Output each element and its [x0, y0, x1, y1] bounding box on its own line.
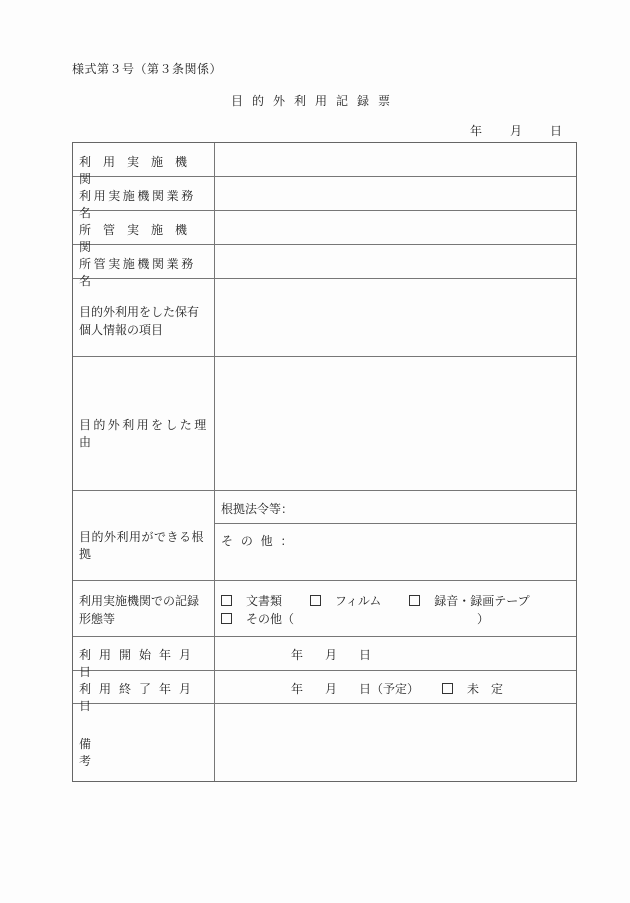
checkbox-icon[interactable]	[310, 595, 321, 606]
option-film[interactable]: フィルム	[310, 594, 382, 608]
label-legal-basis: 目的外利用ができる根拠	[79, 530, 205, 561]
row-divider	[73, 356, 576, 357]
undecided-option[interactable]: 未 定	[442, 680, 503, 697]
month-label: 月	[510, 124, 523, 138]
law-basis-field[interactable]: 根拠法令等：	[221, 502, 294, 516]
option-other[interactable]: その他（	[221, 610, 294, 627]
label-remarks: 備考	[79, 737, 204, 768]
other-close-paren: ）	[477, 612, 490, 626]
column-divider	[214, 143, 215, 781]
other-basis-field[interactable]: そ の 他 ：	[221, 534, 295, 548]
year-label: 年	[470, 124, 483, 138]
option-audio-video-tape[interactable]: 録音・録画テープ	[409, 594, 529, 608]
label-personal-info-items: 目的外利用をした保有個人情報の項目	[79, 305, 200, 337]
checkbox-icon[interactable]	[221, 595, 232, 606]
label-user-agency: 利用実施機関	[79, 155, 200, 186]
label-reason: 目的外利用をした理由	[79, 418, 209, 449]
row-divider	[73, 580, 576, 581]
day-label: 日	[550, 124, 563, 138]
checkbox-icon[interactable]	[409, 595, 420, 606]
row-divider	[73, 636, 576, 637]
label-managing-agency: 所管実施機関	[79, 223, 200, 254]
label-record-format: 利用実施機関での記録形態等	[79, 594, 200, 626]
option-documents[interactable]: 文書類	[221, 594, 282, 608]
end-date-field[interactable]: 年 月 日（予定）	[291, 682, 420, 696]
label-start-date: 利用開始年月日	[79, 648, 200, 679]
checkbox-icon[interactable]	[221, 613, 232, 624]
record-table	[72, 142, 577, 782]
label-managing-agency-task: 所管実施機関業務名	[79, 257, 196, 288]
row-divider	[73, 490, 576, 491]
date-header	[470, 122, 562, 139]
form-id: 様式第３号（第３条関係）	[72, 62, 223, 76]
start-date-field[interactable]: 年 月 日	[291, 648, 372, 662]
label-user-agency-task: 利用実施機関業務名	[79, 189, 196, 220]
row-divider	[214, 523, 576, 524]
record-format-options	[221, 592, 530, 609]
page-title: 目的外利用記録票	[230, 94, 399, 108]
checkbox-icon[interactable]	[442, 683, 453, 694]
label-end-date: 利用終了年月日	[79, 682, 200, 713]
